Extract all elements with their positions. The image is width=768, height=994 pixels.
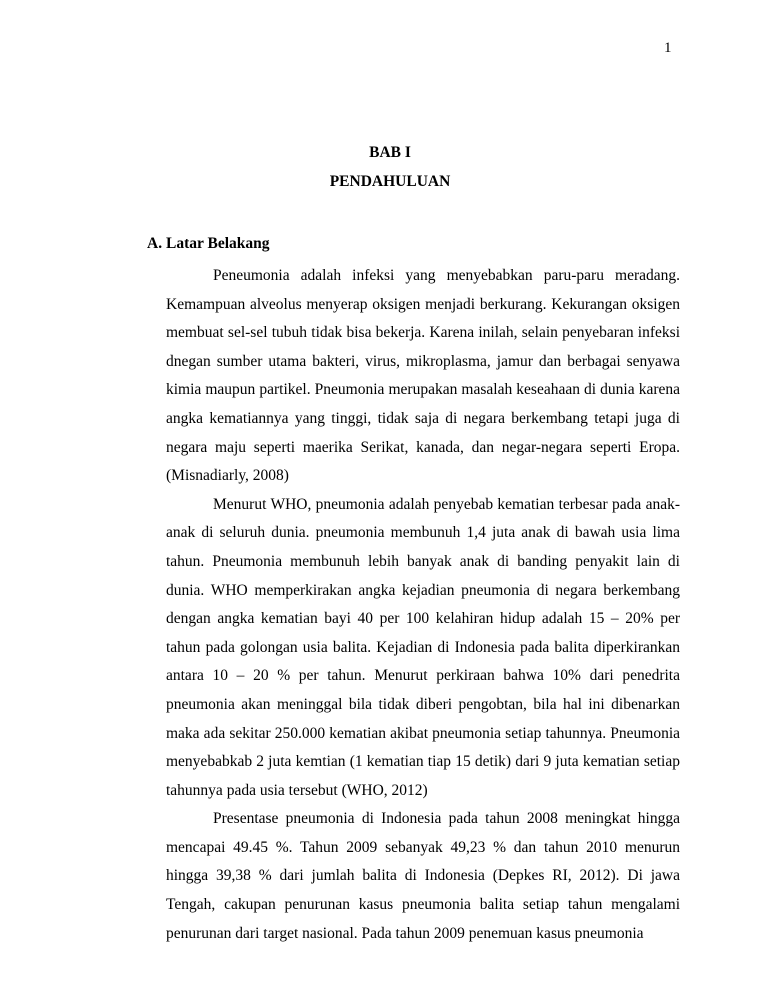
section-heading xyxy=(147,235,270,253)
section-letter: A. xyxy=(147,235,163,252)
page-number: 1 xyxy=(664,40,672,56)
section-title: Latar Belakang xyxy=(166,235,270,252)
chapter-title: PENDAHULUAN xyxy=(329,173,451,190)
body-text xyxy=(166,262,680,948)
paragraph: Peneumonia adalah infeksi yang menyebabkan paru-paru meradang. Kemampuan alveolus menyerap oksigen menjadi berkurang. Kekurangan oksigen membuat sel-sel tubuh tidak bisa bekerja. Karena inilah, selain penyebaran infeksi dnegan sumber utama bakteri, virus, mikroplasma, jamur dan berbagai senyawa kimia maupun partikel. Pneumonia merupakan masalah keseahaan di dunia karena angka kematiannya yang tinggi, tidak saja di negara berkembang tetapi juga di negara maju seperti maerika Serikat, kanada, dan negar-negara seperti Eropa. (Misnadiarly, 2008) xyxy=(166,267,680,485)
chapter-label: BAB I xyxy=(369,144,411,161)
paragraph: Menurut WHO, pneumonia adalah penyebab kematian terbesar pada anak-anak di seluruh dunia. pneumonia membunuh 1,4 juta anak di bawah usia lima tahun. Pneumonia membunuh lebih banyak anak di banding penyakit lain di dunia. WHO memperkirakan angka kejadian pneumonia di negara berkembang dengan angka kematian bayi 40 per 100 kelahiran hidup adalah 15 – 20% per tahun pada golongan usia balita. Kejadian di Indonesia pada balita diperkirankan antara 10 – 20 % per tahun. Menurut perkiraan bahwa 10% dari penedrita pneumonia akan meninggal bila tidak diberi pengobtan, bila hal ini dibenarkan maka ada sekitar 250.000 kematian akibat pneumonia setiap tahunnya. Pneumonia menyebabkab 2 juta kemtian (1 kematian tiap 15 detik) dari 9 juta kematian setiap tahunnya pada usia tersebut (WHO, 2012) xyxy=(166,495,680,799)
paragraph: Presentase pneumonia di Indonesia pada tahun 2008 meningkat hingga mencapai 49.45 %. Tahun 2009 sebanyak 49,23 % dan tahun 2010 menurun hingga 39,38 % dari jumlah balita di Indonesia (Depkes RI, 2012). Di jawa Tengah, cakupan penurunan kasus pneumonia balita setiap tahun mengalami penurunan dari target nasional. Pada tahun 2009 penemuan kasus pneumonia xyxy=(166,810,680,942)
